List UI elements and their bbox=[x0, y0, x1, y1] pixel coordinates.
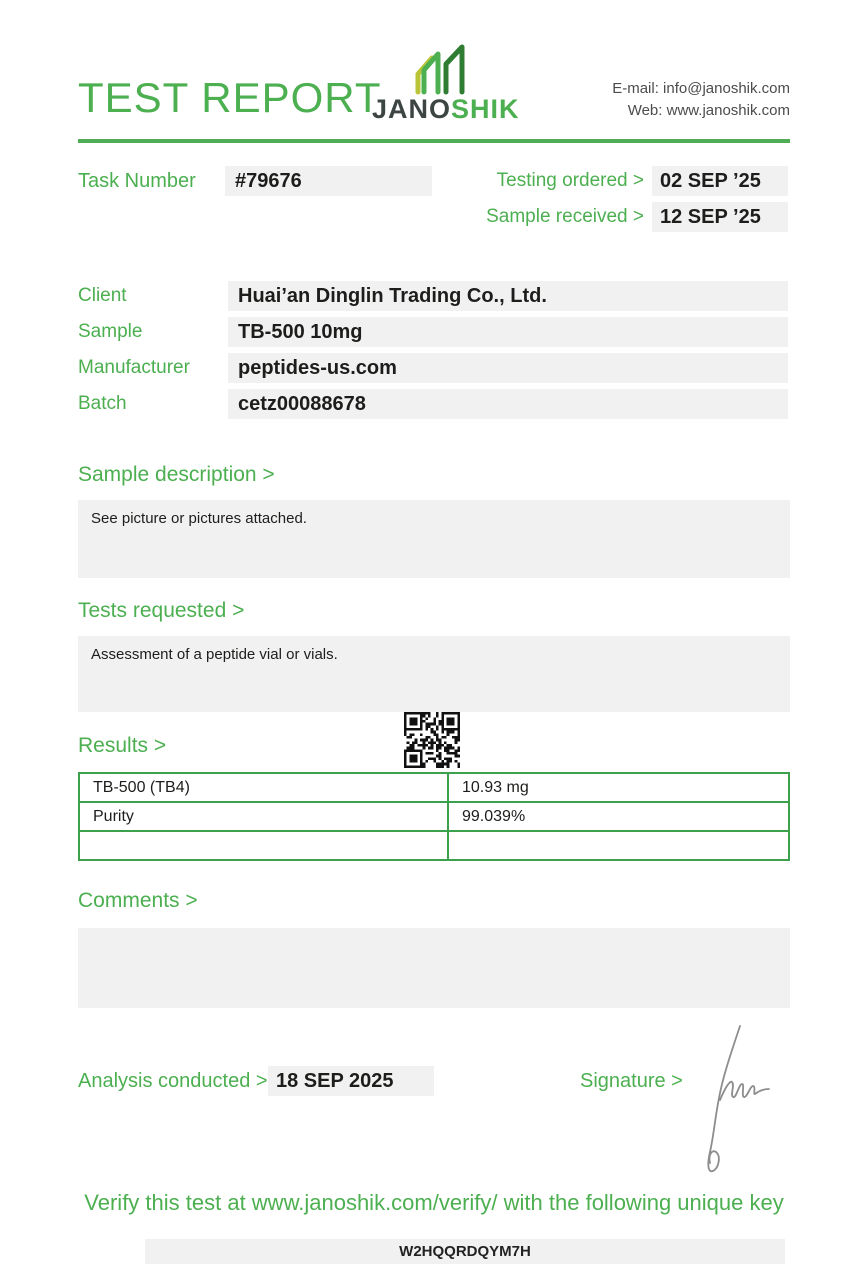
result-name: Purity bbox=[79, 802, 448, 831]
manufacturer-label: Manufacturer bbox=[78, 357, 190, 378]
table-row bbox=[79, 831, 789, 860]
contact-email-line bbox=[612, 78, 790, 100]
sample-description-heading: Sample description > bbox=[78, 463, 275, 486]
tests-requested-box: Assessment of a peptide vial or vials. bbox=[78, 636, 790, 712]
manufacturer-row bbox=[78, 353, 788, 383]
result-name bbox=[79, 831, 448, 860]
web-label: Web: bbox=[627, 102, 663, 119]
sample-description-box: See picture or pictures attached. bbox=[78, 500, 790, 578]
detail-fields bbox=[78, 281, 788, 425]
batch-value: cetz00088678 bbox=[228, 389, 788, 419]
result-value: 10.93 mg bbox=[448, 773, 789, 802]
manufacturer-value: peptides-us.com bbox=[228, 353, 788, 383]
sample-received-row bbox=[486, 202, 788, 232]
qr-code bbox=[404, 712, 460, 768]
testing-ordered-label: Testing ordered > bbox=[496, 170, 644, 191]
client-value: Huai’an Dinglin Trading Co., Ltd. bbox=[228, 281, 788, 311]
dates-block bbox=[486, 166, 788, 238]
result-value bbox=[448, 831, 789, 860]
header-divider bbox=[78, 139, 790, 143]
sample-label: Sample bbox=[78, 321, 143, 342]
sample-row bbox=[78, 317, 788, 347]
comments-box bbox=[78, 928, 790, 1008]
sample-received-value: 12 SEP ’25 bbox=[652, 202, 788, 232]
email-label: E-mail: bbox=[612, 80, 659, 97]
contact-block bbox=[612, 78, 790, 122]
janoshik-logo bbox=[372, 44, 520, 125]
testing-ordered-row bbox=[486, 166, 788, 196]
signature-scribble bbox=[690, 1020, 774, 1182]
client-label: Client bbox=[78, 285, 127, 306]
report-title: TEST REPORT bbox=[78, 74, 382, 121]
task-number-value: #79676 bbox=[225, 166, 432, 196]
growth-bars-icon bbox=[388, 44, 484, 96]
sample-value: TB-500 10mg bbox=[228, 317, 788, 347]
result-value: 99.039% bbox=[448, 802, 789, 831]
results-heading: Results > bbox=[78, 734, 167, 757]
verify-key: W2HQQRDQYM7H bbox=[145, 1239, 785, 1264]
contact-web-line bbox=[612, 100, 790, 122]
client-row bbox=[78, 281, 788, 311]
table-row bbox=[79, 773, 789, 802]
tests-requested-heading: Tests requested > bbox=[78, 599, 245, 622]
results-table bbox=[78, 772, 790, 861]
sample-received-label: Sample received > bbox=[486, 206, 644, 227]
task-number-label: Task Number bbox=[78, 170, 196, 192]
result-name: TB-500 (TB4) bbox=[79, 773, 448, 802]
analysis-conducted-label: Analysis conducted > bbox=[78, 1070, 268, 1092]
logo-text-shik: SHIK bbox=[451, 94, 520, 124]
verify-instruction: Verify this test at www.janoshik.com/verify/ with the following unique key bbox=[84, 1190, 784, 1215]
batch-row bbox=[78, 389, 788, 419]
analysis-conducted-value: 18 SEP 2025 bbox=[268, 1066, 434, 1096]
web-value: www.janoshik.com bbox=[666, 102, 790, 119]
batch-label: Batch bbox=[78, 393, 127, 414]
table-row bbox=[79, 802, 789, 831]
logo-wordmark bbox=[372, 94, 520, 125]
email-value: info@janoshik.com bbox=[663, 80, 790, 97]
signature-label: Signature > bbox=[580, 1070, 683, 1092]
logo-text-jano: JANO bbox=[372, 94, 452, 124]
comments-heading: Comments > bbox=[78, 889, 198, 912]
testing-ordered-value: 02 SEP ’25 bbox=[652, 166, 788, 196]
